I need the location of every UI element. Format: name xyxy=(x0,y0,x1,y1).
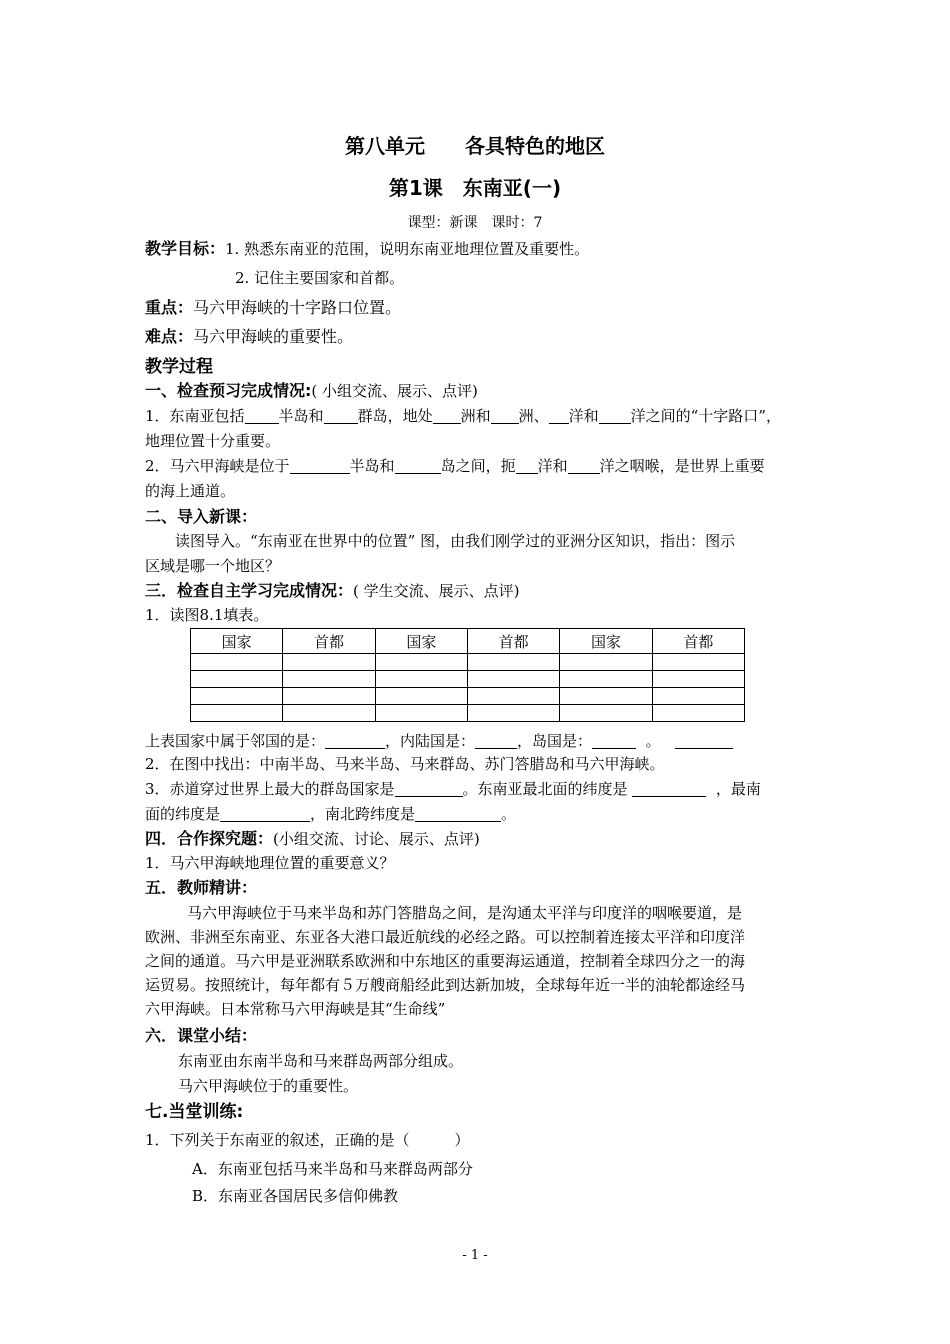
q3-text-a: 3．赤道穿过世界上最大的群岛国家是 xyxy=(145,780,395,798)
q1-text-e: 洲、 xyxy=(518,407,549,425)
blank[interactable] xyxy=(632,780,706,797)
table-row xyxy=(191,654,745,671)
section7-q1: 1．下列关于东南亚的叙述，正确的是（ ） xyxy=(145,1131,470,1149)
goals-label: 教学目标： xyxy=(145,239,226,258)
lesson-meta: 课型：新课 课时：7 xyxy=(407,215,543,231)
section3-note: ( 学生交流、展示、点评) xyxy=(353,582,520,600)
blank[interactable] xyxy=(433,407,461,424)
section5-line: 运贸易。按照统计，每年都有５万艘商船经此到达新加坡，全球每年近一半的油轮都途经马 xyxy=(145,976,746,994)
section6-line1: 东南亚由东南半岛和马来群岛两部分组成。 xyxy=(178,1052,464,1070)
table-cell[interactable] xyxy=(652,688,744,705)
section3-heading-line xyxy=(145,580,810,602)
section3-after-table xyxy=(145,730,810,752)
q3-text-b: 。东南亚最北面的纬度是 xyxy=(462,780,628,798)
section3-heading: 三．检查自主学习完成情况： xyxy=(145,581,354,600)
blank[interactable] xyxy=(516,457,538,474)
table-cell[interactable] xyxy=(652,654,744,671)
table-cell[interactable] xyxy=(560,654,652,671)
table-cell[interactable] xyxy=(375,705,467,722)
blank[interactable] xyxy=(592,732,636,749)
table-row xyxy=(191,705,745,722)
section2-p1: 读图导入。“东南亚在世界中的位置” 图，由我们刚学过的亚洲分区知识，指出：图示 xyxy=(175,532,736,550)
table-cell[interactable] xyxy=(560,671,652,688)
table-cell[interactable] xyxy=(191,705,283,722)
table-cell[interactable] xyxy=(283,671,375,688)
process-heading: 教学过程 xyxy=(145,357,213,377)
section3-q3 xyxy=(145,778,810,800)
table-cell[interactable] xyxy=(467,705,559,722)
blank[interactable] xyxy=(290,457,350,474)
difficulty xyxy=(145,326,810,348)
blank[interactable] xyxy=(395,780,463,797)
table-row xyxy=(191,688,745,705)
table-cell[interactable] xyxy=(283,688,375,705)
option-b: B．东南亚各国居民多信仰佛教 xyxy=(192,1187,399,1205)
table-header-cell: 国家 xyxy=(191,629,283,654)
section1-heading: 一、检查预习完成情况: xyxy=(145,381,312,400)
q1-text-f: 洋和 xyxy=(568,407,599,425)
goal-2: 2. 记住主要国家和首都。 xyxy=(235,269,405,287)
section5-line: 欧洲、非洲至东南亚、东亚各大港口最近航线的必经之路。可以控制着连接太平洋和印度洋 xyxy=(145,928,746,946)
after-text-b: ，内陆国是： xyxy=(385,732,476,750)
table-cell[interactable] xyxy=(283,654,375,671)
q2-text-b: 半岛和 xyxy=(349,457,395,475)
q3-text-c: ，最南 xyxy=(715,780,761,798)
table-cell[interactable] xyxy=(191,654,283,671)
page-number: - 1 - xyxy=(462,1248,488,1263)
q1-text-b: 半岛和 xyxy=(278,407,324,425)
q1-text-g: 洋之间的“十字路口”， xyxy=(630,407,781,425)
section1-note: ( 小组交流、展示、点评) xyxy=(311,382,478,400)
q2-text-d: 洋和 xyxy=(537,457,568,475)
table-cell[interactable] xyxy=(467,671,559,688)
blank[interactable] xyxy=(415,805,501,822)
after-text-c: ，岛国是： xyxy=(517,732,593,750)
country-capital-table xyxy=(190,628,745,722)
table-row xyxy=(191,671,745,688)
blank[interactable] xyxy=(220,805,310,822)
q2-text-a: 2．马六甲海峡是位于 xyxy=(145,457,290,475)
table-cell[interactable] xyxy=(560,705,652,722)
table-cell[interactable] xyxy=(652,671,744,688)
option-a: A．东南亚包括马来半岛和马来群岛两部分 xyxy=(192,1160,473,1178)
section1-heading-line xyxy=(145,380,810,402)
section2-heading: 二、导入新课： xyxy=(145,507,258,526)
key-point-text: 马六甲海峡的十字路口位置。 xyxy=(193,298,402,317)
blank[interactable] xyxy=(475,732,517,749)
section6-line2: 马六甲海峡位于的重要性。 xyxy=(178,1077,359,1095)
q1-text-d: 洲和 xyxy=(460,407,491,425)
difficulty-label: 难点： xyxy=(145,327,194,346)
blank[interactable] xyxy=(324,407,358,424)
table-cell[interactable] xyxy=(375,671,467,688)
table-cell[interactable] xyxy=(283,705,375,722)
table-cell[interactable] xyxy=(375,688,467,705)
q1-text-a: 1．东南亚包括 xyxy=(145,407,245,425)
lesson-title: 第1课 东南亚(一) xyxy=(388,176,562,200)
q2-text-c: 岛之间，扼 xyxy=(440,457,516,475)
section7-heading: 七.当堂训练: xyxy=(145,1102,244,1122)
goal-1: 1. 熟悉东南亚的范围，说明东南亚地理位置及重要性。 xyxy=(225,240,590,258)
section4-q1: 1．马六甲海峡地理位置的重要意义？ xyxy=(145,854,395,872)
q2-text-e: 洋之咽喉，是世界上重要 xyxy=(599,457,765,475)
section1-q1-line2: 地理位置十分重要。 xyxy=(145,432,281,450)
unit-title: 第八单元 各具特色的地区 xyxy=(345,134,605,158)
table-header-row xyxy=(191,629,745,654)
section1-q2 xyxy=(145,455,810,477)
section3-q3-line2 xyxy=(145,803,810,825)
blank[interactable] xyxy=(675,732,733,749)
section5-line: 马六甲海峡位于马来半岛和苏门答腊岛之间，是沟通太平洋与印度洋的咽喉要道，是 xyxy=(187,904,743,922)
blank[interactable] xyxy=(325,732,385,749)
after-text-a: 上表国家中属于邻国的是： xyxy=(145,732,326,750)
q1-text-c: 群岛，地处 xyxy=(357,407,433,425)
after-text-d: 。 xyxy=(645,732,661,750)
section4-heading-line xyxy=(145,828,810,850)
q3-text-d: 面的纬度是 xyxy=(145,805,221,823)
section2-p2: 区域是哪一个地区？ xyxy=(145,557,281,575)
table-cell[interactable] xyxy=(652,705,744,722)
section1-q2-line2: 的海上通道。 xyxy=(145,482,236,500)
table-header-cell: 首都 xyxy=(283,629,375,654)
table-cell[interactable] xyxy=(467,688,559,705)
blank[interactable] xyxy=(245,407,279,424)
table-cell[interactable] xyxy=(560,688,652,705)
q3-text-f: 。 xyxy=(501,805,517,823)
table-cell[interactable] xyxy=(467,654,559,671)
table-header-cell: 国家 xyxy=(375,629,467,654)
table-cell[interactable] xyxy=(191,688,283,705)
table-header-cell: 首都 xyxy=(467,629,559,654)
key-point-label: 重点： xyxy=(145,298,194,317)
blank[interactable] xyxy=(599,407,631,424)
blank[interactable] xyxy=(549,407,569,424)
table-header-cell: 国家 xyxy=(560,629,652,654)
blank[interactable] xyxy=(568,457,600,474)
table-header-cell: 首都 xyxy=(652,629,744,654)
section4-heading: 四．合作探究题： xyxy=(145,829,274,848)
section3-q2: 2．在图中找出：中南半岛、马来半岛、马来群岛、苏门答腊岛和马六甲海峡。 xyxy=(145,755,665,773)
section3-q1: 1．读图8.1填表。 xyxy=(145,606,269,624)
section5-line: 六甲海峡。日本常称马六甲海峡是其“生命线” xyxy=(145,1000,446,1018)
section5-heading: 五．教师精讲： xyxy=(145,878,258,897)
key-point xyxy=(145,297,810,319)
q3-text-e: ，南北跨纬度是 xyxy=(310,805,416,823)
blank[interactable] xyxy=(491,407,519,424)
blank[interactable] xyxy=(395,457,441,474)
section5-line: 之间的通道。马六甲是亚洲联系欧洲和中东地区的重要海运通道，控制着全球四分之一的海 xyxy=(145,952,746,970)
section4-note: (小组交流、讨论、展示、点评) xyxy=(273,830,480,848)
table-cell[interactable] xyxy=(191,671,283,688)
table-cell[interactable] xyxy=(375,654,467,671)
section1-q1 xyxy=(145,405,810,427)
difficulty-text: 马六甲海峡的重要性。 xyxy=(193,327,354,346)
section6-heading: 六．课堂小结： xyxy=(145,1026,258,1045)
teaching-goals xyxy=(145,238,810,260)
